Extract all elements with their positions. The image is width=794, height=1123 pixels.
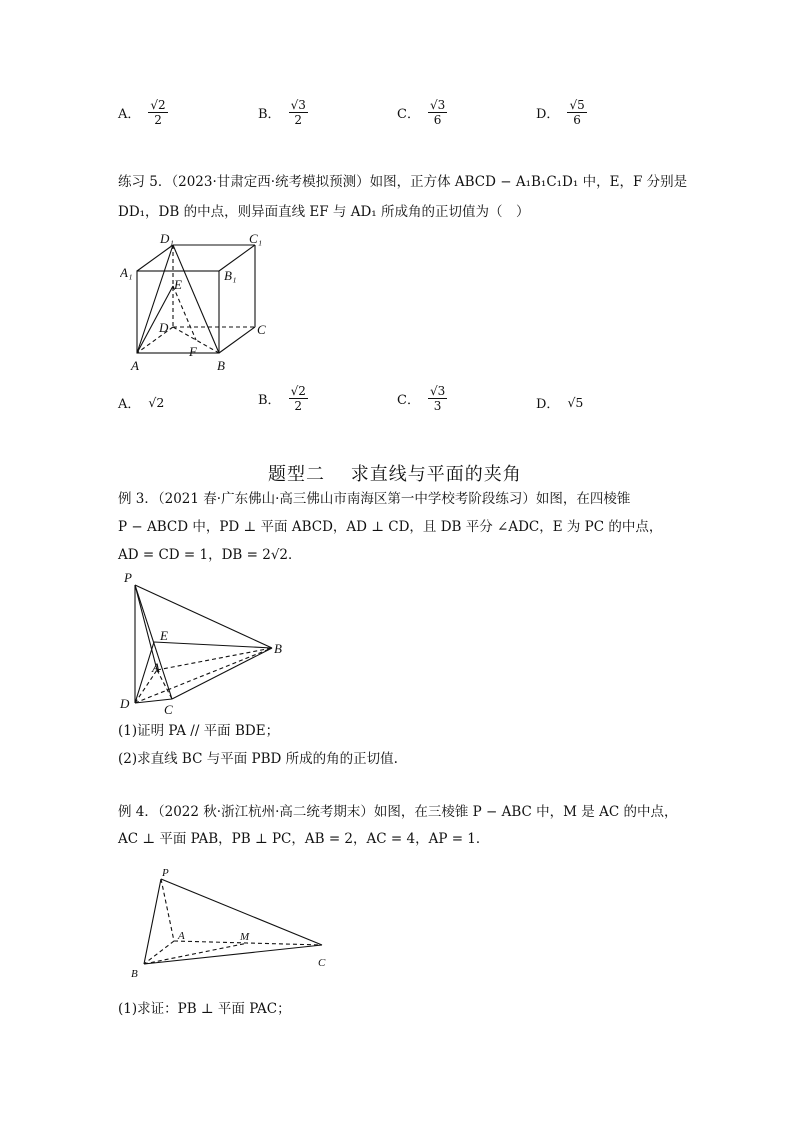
label-c: C: [164, 702, 173, 717]
section-title: 题型二 求直线与平面的夹角: [268, 464, 522, 485]
label-b: B: [217, 358, 225, 373]
ex3-line2: P − ABCD 中，PD ⊥ 平面 ABCD，AD ⊥ CD，且 DB 平分 ∠ADC，E 为 PC 的中点，: [118, 519, 663, 535]
label-c1: C₁: [249, 231, 263, 246]
label-b: B: [274, 641, 282, 656]
ex5-line2: DD₁，DB 的中点，则异面直线 EF 与 AD₁ 所成角的正切值为（ ）: [118, 204, 530, 220]
segment-ef: [173, 286, 196, 340]
label-b1: B₁: [224, 268, 237, 283]
label-c: C: [257, 322, 266, 337]
label-a: A: [131, 358, 139, 373]
label-a1: A₁: [120, 265, 133, 280]
ex3-part1: (1)证明 PA // 平面 BDE；: [118, 723, 280, 739]
segment-d1b: [173, 245, 219, 353]
edge-cb: [172, 648, 272, 699]
ex3-line3: AD = CD = 1，DB = 2√2．: [118, 547, 302, 563]
edge-pb: [144, 879, 161, 964]
edge-ab: [157, 648, 272, 670]
prev-option-a: A． $\frac{√2}{2}$: [118, 98, 166, 127]
label-m: M: [240, 931, 250, 943]
segment-eb: [154, 642, 272, 648]
ex4-line1: 例 4．（2022 秋·浙江杭州·高二统考期末）如图，在三棱锥 P − ABC 中，M 是 AC 的中点，: [118, 804, 678, 820]
label-d1: D₁: [160, 231, 174, 246]
prev-option-c: C． $\frac{√3}{6}$: [397, 98, 446, 127]
edge-pa: [135, 585, 157, 670]
label-a: A: [152, 660, 160, 675]
ex5-option-b: B． $\frac{√2}{2}$: [258, 384, 306, 413]
edge-pb: [135, 585, 272, 648]
ex4-part1: (1)求证：PB ⊥ 平面 PAC；: [118, 1001, 291, 1017]
label-e: E: [174, 277, 182, 292]
ex5-option-a: A． √2: [118, 395, 165, 412]
label-d: D: [120, 696, 130, 711]
segment-bm: [144, 943, 248, 964]
edge-pa: [161, 879, 174, 941]
ex5-option-d: D． √5: [536, 395, 584, 412]
edge-bc: [144, 945, 322, 964]
ex4-line2: AC ⊥ 平面 PAB，PB ⊥ PC，AB = 2，AC = 4，AP = 1．: [118, 831, 490, 847]
label-e: E: [160, 628, 168, 643]
prev-option-d: D． $\frac{√5}{6}$: [536, 98, 585, 127]
edge-a1d1: [137, 245, 173, 271]
label-d: D: [159, 320, 169, 335]
pyramid-figure: [114, 568, 294, 718]
label-a: A: [178, 930, 185, 942]
segment-ad1: [137, 245, 173, 353]
label-c: C: [318, 957, 326, 969]
label-p: P: [162, 867, 169, 879]
label-b: B: [131, 968, 138, 980]
ex3-line1: 例 3．（2021 春·广东佛山·高三佛山市南海区第一中学校考阶段练习）如图，在四棱锥: [118, 491, 631, 507]
prev-option-b: B． $\frac{√3}{2}$: [258, 98, 306, 127]
tetrahedron-figure: [124, 862, 334, 980]
ex5-option-c: C． $\frac{√3}{3}$: [397, 384, 446, 413]
label-f: F: [189, 344, 197, 359]
cube-figure: [120, 228, 280, 376]
label-p: P: [124, 570, 132, 585]
ex3-part2: (2)求直线 BC 与平面 PBD 所成的角的正切值.: [118, 751, 398, 767]
edge-bc: [219, 327, 255, 353]
segment-db: [135, 648, 272, 703]
ex5-line1: 练习 5．（2023·甘肃定西·统考模拟预测）如图，正方体 ABCD − A₁B₁C₁D₁ 中，E，F 分别是: [118, 174, 688, 190]
